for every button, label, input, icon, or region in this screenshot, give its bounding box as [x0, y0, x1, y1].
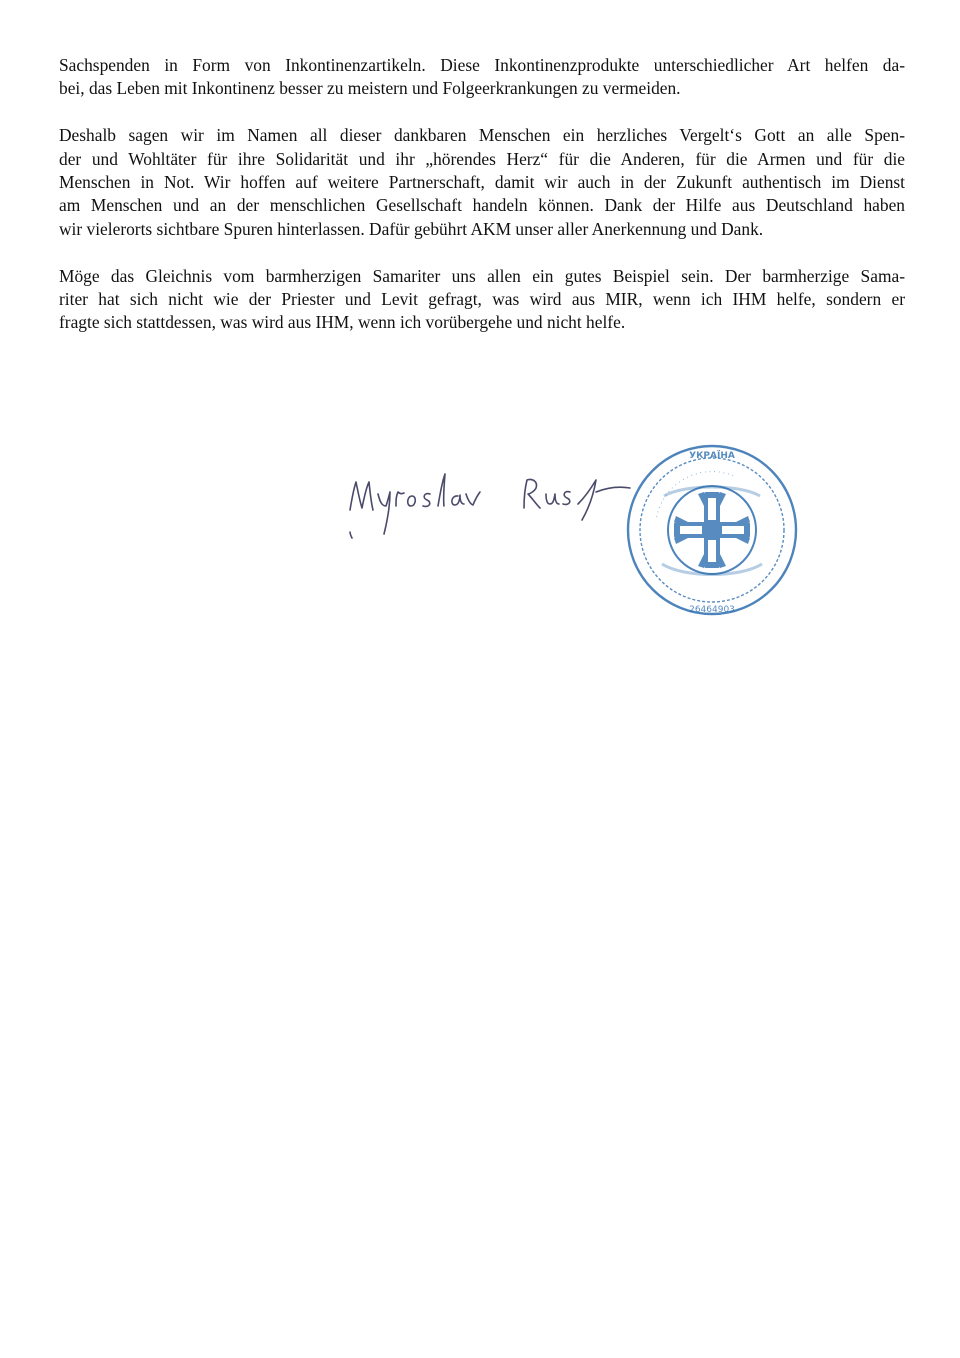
- paragraph-2: [59, 124, 905, 241]
- text-line: wir vielerorts sichtbare Spuren hinterlassen. Dafür gebührt AKM unser aller Anerkennung und Dank.: [59, 218, 764, 239]
- letter-body: [59, 54, 905, 358]
- stamp-top-text: УКРАЇНА: [689, 451, 735, 461]
- text-line: Menschen in Not. Wir hoffen auf weitere Partnerschaft, damit wir auch in der Zukunft authentisch im Dienst: [59, 172, 905, 193]
- text-line: bei, das Leben mit Inkontinenz besser zu meistern und Folgeerkrankungen zu vermeiden.: [59, 78, 681, 99]
- paragraph-3: [59, 265, 905, 335]
- paragraph-1: [59, 54, 905, 101]
- text-line: der und Wohltäter für ihre Solidarität und ihr „hörendes Herz“ für die Anderen, für die Armen und für die: [59, 148, 905, 169]
- text-line: am Menschen und an der menschlichen Gesellschaft handeln können. Dank der Hilfe aus Deutschland haben: [59, 195, 905, 216]
- text-line: Deshalb sagen wir im Namen all dieser dankbaren Menschen ein herzliches Vergelt‘s Gott an alle Spen-: [59, 125, 905, 146]
- svg-text:· · · · · · · · · · · · · · ·: · · · · · · · · · · · · · · · · · · · · · ·: [653, 467, 736, 519]
- stamp-number: 26464903: [689, 605, 735, 615]
- official-stamp: [624, 436, 800, 622]
- text-line: riter hat sich nicht wie der Priester und Levit gefragt, was wird aus MIR, wenn ich IHM helfe, sondern er: [59, 289, 905, 310]
- handwritten-signature: [338, 458, 638, 548]
- text-line: Sachspenden in Form von Inkontinenzartikeln. Diese Inkontinenzprodukte unterschiedlicher Art helfen da-: [59, 55, 905, 75]
- text-line: Möge das Gleichnis vom barmherzigen Samariter uns allen ein gutes Beispiel sein. Der barmherzige Sama-: [59, 265, 905, 286]
- text-line: fragte sich stattdessen, was wird aus IHM, wenn ich vorübergehe und nicht helfe.: [59, 312, 626, 333]
